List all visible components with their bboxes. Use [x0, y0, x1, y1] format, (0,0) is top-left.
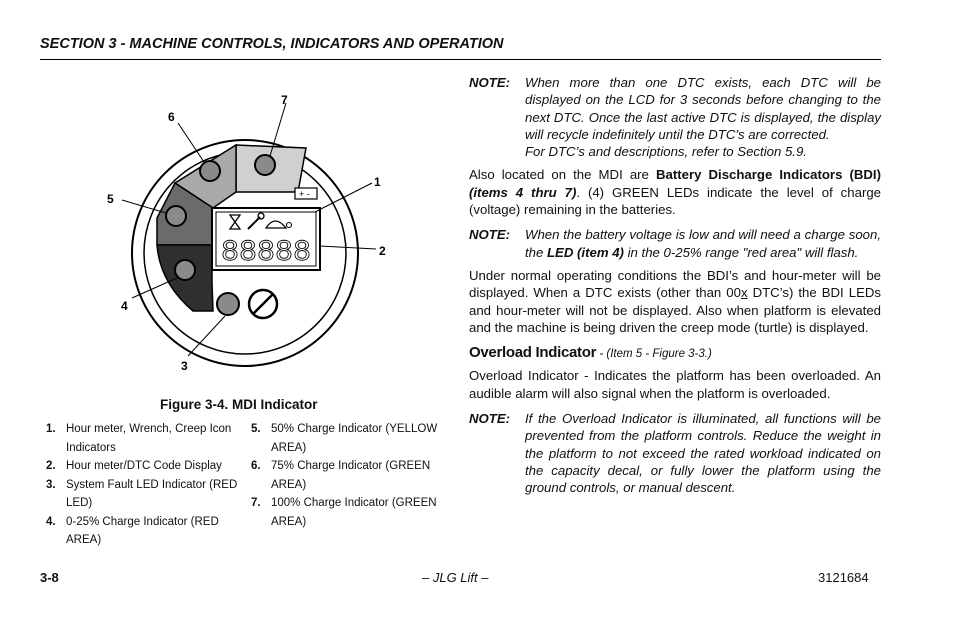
right-column [469, 74, 881, 503]
callout-2: 2 [379, 244, 386, 258]
legend-item: 2. Hour meter/DTC Code Display [46, 460, 222, 472]
page-number: 3-8 [40, 570, 59, 585]
legend-item: 4. 0-25% Charge Indicator (RED AREA) [46, 515, 219, 546]
header-rule [40, 59, 881, 60]
overload-heading: Overload Indicator - (Item 5 - Figure 3-3.) [469, 344, 712, 362]
callout-1: 1 [374, 175, 381, 189]
callout-3: 3 [181, 359, 188, 373]
callout-5: 5 [107, 192, 114, 206]
note-dtc: NOTE: When more than one DTC exists, each DTC will be displayed on the LCD for 3 seconds before changing to the next DTC. Once the last active DTC is displayed, the display will recycle indefinitely until the DTC’s are corrected. For DTC’s and descriptions, refer to Section 5.9. [469, 75, 881, 160]
note-battery: NOTE: When the battery voltage is low and will need a charge soon, the LED (item 4) in the 0-25% range "red area" will flash. [469, 227, 881, 260]
led-50-percent [166, 206, 186, 226]
legend-right [251, 420, 456, 531]
svg-text:+ -: + - [299, 189, 310, 199]
section-header: SECTION 3 - MACHINE CONTROLS, INDICATORS AND OPERATION [40, 36, 504, 52]
footer-center: – JLG Lift – [422, 570, 489, 585]
legend-left [46, 420, 242, 550]
document-number: 3121684 [818, 570, 869, 585]
system-fault-led [217, 293, 239, 315]
lcd-digits: 88888 [221, 236, 312, 270]
callout-4: 4 [121, 299, 128, 313]
battery-icon [295, 188, 317, 199]
led-25-percent [175, 260, 195, 280]
legend-item: 6. 75% Charge Indicator (GREEN AREA) [251, 460, 431, 491]
led-75-percent [200, 161, 220, 181]
legend-item: 7. 100% Charge Indicator (GREEN AREA) [251, 497, 437, 528]
note-overload: NOTE: If the Overload Indicator is illuminated, all functions will be prevented from the platform controls. Reduce the weight in the platform to not exceed the rated workload indicated on the capacity decal, or fully lower the platform using the ground controls, or manual descent. [469, 411, 881, 496]
legend-item: 1. Hour meter, Wrench, Creep Icon Indicators [46, 423, 232, 454]
figure-caption: Figure 3-4. MDI Indicator [160, 397, 318, 412]
paragraph-normal-operation: Under normal operating conditions the BDI’s and hour-meter will be displayed. When a DTC exists (other than 00x DTC’s) the BDI LEDs and hour-meter will not be displayed. Also when platform is elevated and the machine is being driven the creep mode (turtle) is displayed. [469, 267, 881, 335]
callout-7: 7 [281, 93, 288, 107]
paragraph-bdi: Also located on the MDI are Battery Discharge Indicators (BDI) (items 4 thru 7). (4) GREEN LEDs indicate the level of charge (voltage) remaining in the batteries. [469, 167, 882, 218]
mdi-indicator-figure [100, 88, 400, 378]
legend-item: 3. System Fault LED Indicator (RED LED) [46, 478, 238, 509]
callout-6: 6 [168, 110, 175, 124]
legend-item: 5. 50% Charge Indicator (YELLOW AREA) [251, 423, 438, 454]
led-100-percent [255, 155, 275, 175]
paragraph-overload: Overload Indicator - Indicates the platform has been overloaded. An audible alarm will also signal when the platform is overloaded. [469, 368, 881, 401]
